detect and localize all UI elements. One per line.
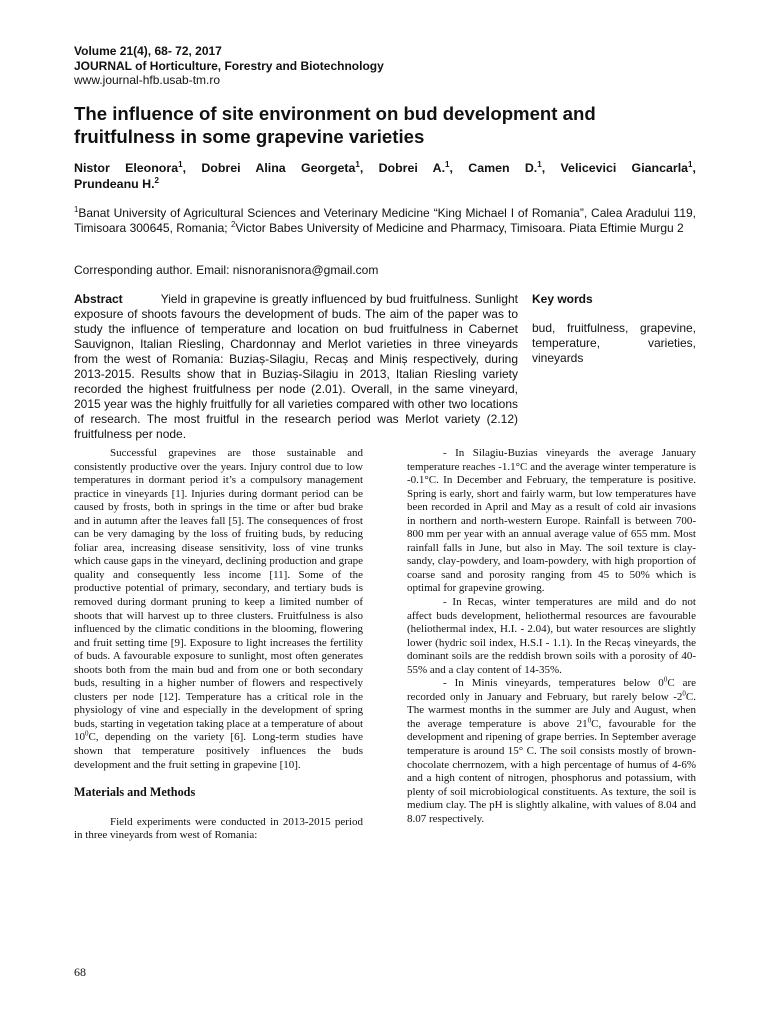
affiliations — [74, 206, 696, 236]
body-paragraph: - In Recas, winter temperatures are mild and do not affect buds development, heliothermal resources are favourable (heliothermal index, H.I. - 2.04), but water resources are slightly lower (hydric soil index, H.S.I - 1.1). In the Recaș vineyards, the dominant soils are the reddish brown soils with a porosity of 40-55% and a clay content of 14-35%. — [407, 596, 696, 676]
body-paragraph: - In Minis vineyards, temperatures below $0^0C$ are recorded only in January and February, but rarely below $-2^0C$. The warmest months in the summer are July and August, when the average temperature is above $21^0C$, favourable for the development and ripening of grape berries. In September average temperature is around 15° C. The soil consists mostly of brown- chocolate cherrnozem, with a high percentage of humus of 4-6% and a high content of nitrogen, phosphorus and potassium, with plenty of soil microbiological constituents. As texture, the soil is medium clay. The pH is slightly alkaline, with values of 8.04 and 8.07 respectively. — [407, 675, 697, 825]
journal-volume: Volume 21(4), 68- 72, 2017 — [74, 44, 222, 58]
abstract-text: Yield in grapevine is greatly influenced by bud fruitfulness. Sunlight exposure of shoots favours the development of buds. The aim of the paper was to study the influence of temperature and location on bud fruitfulness in Cabernet Sauvignon, Italian Riesling, Chardonnay and Merlot varieties in three vineyards from the west of Romania: Buziaș-Silagiu, Recaș and Miniș respectively, during 2013-2015. Results show that in Buziaș-Silagiu in 2013, Italian Riesling variety recorded the highest fruitfulness per node (2.01). Overall, in the same vineyard, 2015 year was the highly fruitfully for all varieties compared with other two locations of research. The most fruitful in the research period was Merlot variety (2.12) fruitfulness per node. — [74, 292, 518, 441]
keywords — [532, 292, 696, 366]
journal-website: www.journal-hfb.usab-tm.ro — [74, 73, 221, 87]
body-column-right — [407, 447, 696, 826]
corresponding-author: Corresponding author. Email: nisnoranisnora@gmail.com — [74, 263, 379, 277]
author-line-2 — [74, 176, 696, 192]
abstract-label: Abstract — [74, 292, 123, 306]
affiliation-2: Victor Babes University of Medicine and Pharmacy, Timisoara. Piata Eftimie Murgu 2 — [235, 221, 684, 235]
journal-header — [74, 44, 694, 88]
author-name: Prundeanu H.$^2$ — [74, 175, 160, 191]
journal-name: JOURNAL of Horticulture, Forestry and Biotechnology — [74, 58, 384, 73]
section-heading: Materials and Methods — [74, 785, 196, 800]
affiliation-marker: 2 — [230, 220, 236, 229]
page-number: 68 — [74, 965, 86, 979]
author-line-1 — [74, 160, 696, 176]
keywords-text: bud, fruitfulness, grapevine, temperature, varieties, vineyards — [532, 321, 696, 365]
body-paragraph: - In Silagiu-Buzias vineyards the average January temperature reaches -1.1°C and the average winter temperature is -0.1°C. In December and February, the temperature is positive. Spring is early, short and fairly warm, but low temperatures have been recorded in April and May as a result of cold air invasions in northern and north-western Europe. Rainfall is between 700-800 mm per year with an annual average value of 655 mm. Most rainfall falls in June, but also in May. The soil texture is clay-sandy, clay-powdery, and loam-powdery, with high proportion of coarse sand and porosity ranging from 45 to 50% which is optimal for grapevine growing. — [407, 447, 696, 595]
keywords-label: Key words — [532, 292, 593, 306]
body-paragraph: Successful grapevines are those sustainable and consistently productive over the years. Injury control due to low temperatures in dormant period it’s a compulsory management practice in vineyards [1]. Injuries during dormant period can be caused by frosts, both in springs in the time or after bud brake and in autumn after the leaves fall [5]. The consequences of frost can be very damaging by the loss of fruiting buds, by reducing foliar area, increasing disease sensitivity, loss of vine trunks which cause gaps in the vineyard, declining production and grape quality and consequently less income [11]. Some of the productive potential of primary, secondary, and tertiary buds is removed during dormant pruning to keep a limited number of shoots that will harvest up to three clusters. Fruitfulness is also influenced by the climatic conditions in the blooming, flowering and fruit setting time [9]. Exposure to light increases the fertility of buds. A favourable exposure to sunlight, most often generates shoots both from the main bud and from one or both secondary buds, resulting in a higher number of flowers and respectively clusters per node [12]. Temperature has a critical role in the physiology of vine and especially in the development of spring buds, starting in vegetation taking place at a temperature of about $10^0C$, depending on the variety [6]. Long-term studies have shown that temperature positively influences the buds development and the fruit setting in grapevine [10]. — [74, 447, 363, 771]
affiliation-1: Banat University of Agricultural Sciences and Veterinary Medicine “King Michael I of Romania”, Calea Aradului 119, Timisoara 300645, Romania; — [74, 206, 696, 235]
author-name: Nistor Eleonora$^1$, — [74, 159, 187, 175]
body-paragraph: Field experiments were conducted in 2013-2015 period in three vineyards from west of Romania: — [74, 815, 363, 842]
affiliation-marker: 1 — [74, 205, 79, 214]
body-column-left — [74, 447, 363, 843]
author-name: Camen D.$^1$, — [468, 159, 546, 175]
author-name: Velicevici Giancarla$^1$, — [560, 159, 696, 175]
abstract — [74, 292, 518, 442]
author-list — [74, 160, 696, 192]
author-name: Dobrei A.$^1$, — [378, 159, 453, 175]
paper-title: The influence of site environment on bud development and fruitfulness in some grapevine varieties — [74, 103, 596, 147]
author-name: Dobrei Alina Georgeta$^1$, — [201, 159, 364, 175]
